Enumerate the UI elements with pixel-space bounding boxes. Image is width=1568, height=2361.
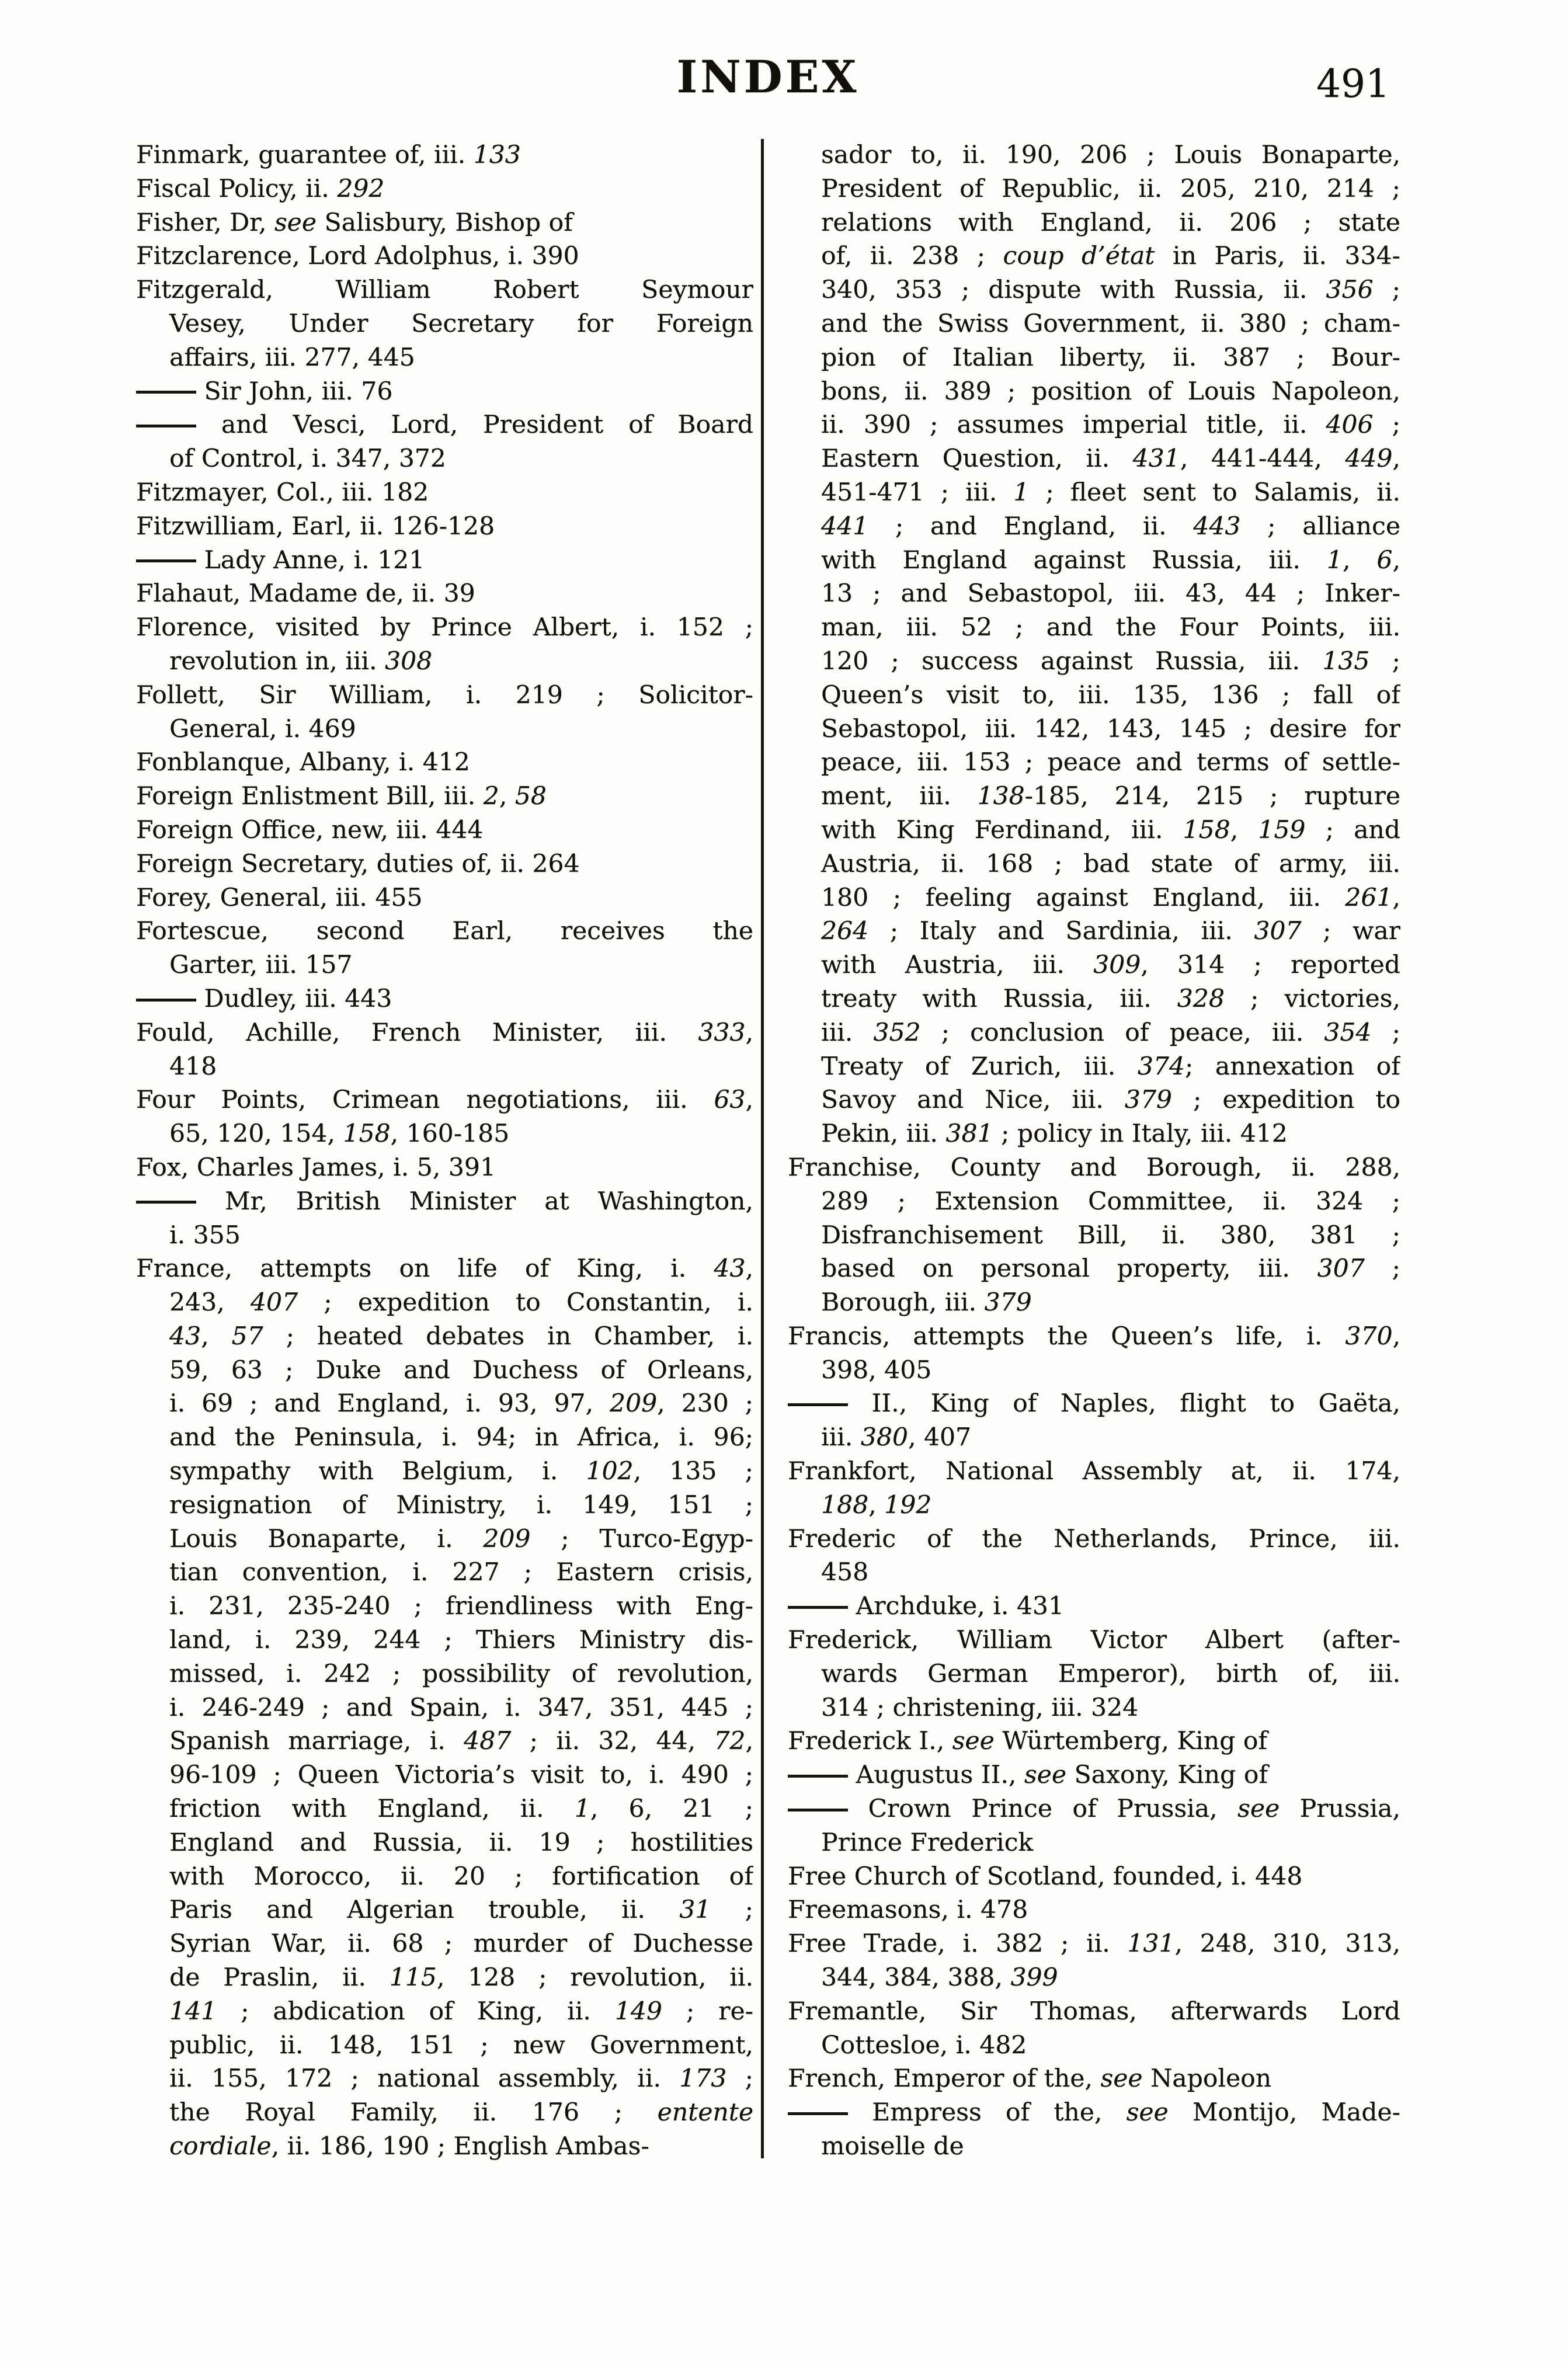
index-line: Augustus II., see Saxony, King of — [788, 1758, 1400, 1792]
index-line: France, attempts on life of King, i. 43, — [136, 1254, 753, 1284]
index-line: of, ii. 238 ; coup d’état in Paris, ii. 334- — [821, 242, 1400, 271]
index-line: Fortescue, second Earl, receives the — [136, 917, 753, 946]
index-line: Fitzclarence, Lord Adolphus, i. 390 — [136, 242, 579, 271]
index-line: Queen’s visit to, iii. 135, 136 ; fall of — [821, 680, 1400, 710]
em-dash — [136, 559, 196, 562]
index-line: Fitzwilliam, Earl, ii. 126-128 — [136, 512, 495, 541]
page-title: INDEX — [676, 51, 860, 103]
index-line: pion of Italian liberty, ii. 387 ; Bour- — [821, 343, 1400, 372]
index-line: based on personal property, iii. 307 ; — [821, 1254, 1400, 1284]
index-line: Fitzmayer, Col., iii. 182 — [136, 478, 429, 507]
index-line: 441 ; and England, ii. 443 ; alliance — [821, 512, 1400, 541]
em-dash — [136, 999, 196, 1002]
index-line: ii. 390 ; assumes imperial title, ii. 406 ; — [821, 411, 1400, 440]
index-line: Austria, ii. 168 ; bad state of army, iii. — [821, 849, 1400, 878]
index-line: ii. 155, 172 ; national assembly, ii. 173 ; — [169, 2064, 753, 2094]
index-line: Eastern Question, ii. 431, 441-444, 449, — [821, 444, 1400, 474]
index-column-right — [788, 138, 1400, 2164]
em-dash — [788, 2112, 848, 2115]
index-column-left — [136, 138, 753, 2164]
index-line: England and Russia, ii. 19 ; hostilities — [169, 1828, 753, 1857]
index-line: Sebastopol, iii. 142, 143, 145 ; desire for — [821, 714, 1400, 743]
index-line: Spanish marriage, i. 487 ; ii. 32, 44, 72, — [169, 1727, 753, 1756]
index-line: revolution in, iii. 308 — [169, 646, 433, 676]
index-line: Fisher, Dr, see Salisbury, Bishop of — [136, 208, 573, 237]
index-line: 264 ; Italy and Sardinia, iii. 307 ; war — [821, 917, 1400, 946]
index-line: Disfranchisement Bill, ii. 380, 381 ; — [821, 1221, 1400, 1250]
em-dash — [788, 1775, 848, 1778]
index-line: Savoy and Nice, iii. 379 ; expedition to — [821, 1086, 1400, 1115]
index-line: wards German Emperor), birth of, iii. — [821, 1659, 1400, 1688]
index-line: Crown Prince of Prussia, see Prussia, — [788, 1792, 1400, 1826]
index-line: bons, ii. 389 ; position of Louis Napoleon, — [821, 377, 1400, 406]
column-divider-rule — [761, 139, 764, 2158]
index-line: Foreign Enlistment Bill, iii. 2, 58 — [136, 782, 547, 811]
index-line: ment, iii. 138-185, 214, 215 ; rupture — [821, 782, 1400, 811]
index-line: Fould, Achille, French Minister, iii. 333, — [136, 1018, 753, 1047]
index-line: and Vesci, Lord, President of Board — [136, 408, 753, 442]
index-line: 96-109 ; Queen Victoria’s visit to, i. 490 ; — [169, 1761, 753, 1790]
index-line: man, iii. 52 ; and the Four Points, iii. — [821, 613, 1400, 642]
index-line: Treaty of Zurich, iii. 374; annexation of — [821, 1052, 1400, 1081]
index-line: 458 — [821, 1558, 869, 1587]
index-line: tian convention, i. 227 ; Eastern crisis, — [169, 1558, 753, 1587]
index-line: iii. 380, 407 — [821, 1423, 972, 1452]
index-line: peace, iii. 153 ; peace and terms of settle- — [821, 748, 1400, 777]
index-line: i. 246-249 ; and Spain, i. 347, 351, 445 ; — [169, 1693, 753, 1722]
index-line: public, ii. 148, 151 ; new Government, — [169, 2030, 753, 2060]
index-line: President of Republic, ii. 205, 210, 214 ; — [821, 174, 1400, 203]
index-line: Fonblanque, Albany, i. 412 — [136, 748, 470, 777]
index-line: Frankfort, National Assembly at, ii. 174, — [788, 1457, 1400, 1486]
em-dash — [136, 391, 196, 394]
index-line: Freemasons, i. 478 — [788, 1896, 1028, 1925]
em-dash — [788, 1606, 848, 1609]
index-line: Frederic of the Netherlands, Prince, iii. — [788, 1524, 1400, 1553]
index-line: Franchise, County and Borough, ii. 288, — [788, 1153, 1400, 1182]
index-line: Fox, Charles James, i. 5, 391 — [136, 1153, 496, 1182]
index-line: of Control, i. 347, 372 — [169, 444, 446, 474]
index-line: i. 355 — [169, 1221, 241, 1250]
index-line: land, i. 239, 244 ; Thiers Ministry dis- — [169, 1626, 753, 1655]
index-line: 120 ; success against Russia, iii. 135 ; — [821, 646, 1400, 676]
index-line: 314 ; christening, iii. 324 — [821, 1693, 1139, 1722]
index-line: Archduke, i. 431 — [788, 1590, 1400, 1623]
index-line: 289 ; Extension Committee, ii. 324 ; — [821, 1187, 1400, 1216]
index-line: Lady Anne, i. 121 — [136, 544, 753, 578]
index-line: affairs, iii. 277, 445 — [169, 343, 415, 372]
index-line: 451-471 ; iii. 1 ; fleet sent to Salamis, ii. — [821, 478, 1400, 507]
index-line: friction with England, ii. 1, 6, 21 ; — [169, 1795, 753, 1824]
index-line: Four Points, Crimean negotiations, iii. 63, — [136, 1086, 753, 1115]
index-line: 344, 384, 388, 399 — [821, 1963, 1058, 1993]
index-line: Forey, General, iii. 455 — [136, 883, 423, 912]
em-dash — [136, 1201, 196, 1204]
index-line: iii. 352 ; conclusion of peace, iii. 354 ; — [821, 1018, 1400, 1047]
index-line: with England against Russia, iii. 1, 6, — [821, 545, 1400, 575]
index-line: 340, 353 ; dispute with Russia, ii. 356 ; — [821, 276, 1400, 305]
index-line: French, Emperor of the, see Napoleon — [788, 2064, 1272, 2094]
index-line: treaty with Russia, iii. 328 ; victories, — [821, 984, 1400, 1013]
index-line: Empress of the, see Montijo, Made- — [788, 2096, 1400, 2130]
index-line: 418 — [169, 1052, 217, 1081]
index-line: Garter, iii. 157 — [169, 951, 353, 980]
index-line: cordiale, ii. 186, 190 ; English Ambas- — [169, 2132, 649, 2161]
index-line: Flahaut, Madame de, ii. 39 — [136, 579, 475, 608]
index-line: 243, 407 ; expedition to Constantin, i. — [169, 1288, 753, 1317]
index-line: i. 231, 235-240 ; friendliness with Eng- — [169, 1592, 753, 1621]
page-number: 491 — [1316, 61, 1390, 106]
index-line: Frederick I., see Würtemberg, King of — [788, 1727, 1268, 1756]
index-line: 180 ; feeling against England, iii. 261, — [821, 883, 1400, 912]
index-line: 398, 405 — [821, 1355, 932, 1385]
index-line: i. 69 ; and England, i. 93, 97, 209, 230 ; — [169, 1389, 753, 1418]
index-line: Prince Frederick — [821, 1828, 1034, 1857]
index-line: relations with England, ii. 206 ; state — [821, 208, 1400, 237]
index-line: 13 ; and Sebastopol, iii. 43, 44 ; Inker- — [821, 579, 1400, 608]
index-line: Fitzgerald, William Robert Seymour — [136, 276, 753, 305]
index-line: Sir John, iii. 76 — [136, 375, 753, 409]
index-line: 59, 63 ; Duke and Duchess of Orleans, — [169, 1355, 753, 1385]
index-line: Pekin, iii. 381 ; policy in Italy, iii. 412 — [821, 1119, 1288, 1149]
index-line: Mr, British Minister at Washington, — [136, 1185, 753, 1219]
index-line: the Royal Family, ii. 176 ; entente — [169, 2098, 753, 2127]
index-line: Foreign Office, new, iii. 444 — [136, 815, 484, 844]
index-line: Syrian War, ii. 68 ; murder of Duchesse — [169, 1929, 753, 1959]
index-line: Dudley, iii. 443 — [136, 982, 753, 1016]
index-line: and the Peninsula, i. 94; in Africa, i. 96; — [169, 1423, 753, 1452]
index-line: Paris and Algerian trouble, ii. 31 ; — [169, 1896, 753, 1925]
index-line: missed, i. 242 ; possibility of revolution, — [169, 1659, 753, 1688]
index-line: sador to, ii. 190, 206 ; Louis Bonaparte, — [821, 141, 1400, 169]
index-line: Free Church of Scotland, founded, i. 448 — [788, 1862, 1303, 1891]
index-line: with Morocco, ii. 20 ; fortification of — [169, 1862, 753, 1891]
index-line: Fremantle, Sir Thomas, afterwards Lord — [788, 1997, 1400, 2026]
index-line: 141 ; abdication of King, ii. 149 ; re- — [169, 1997, 753, 2026]
index-line: Florence, visited by Prince Albert, i. 152 ; — [136, 613, 753, 642]
index-line: 65, 120, 154, 158, 160-185 — [169, 1119, 510, 1149]
index-line: Cottesloe, i. 482 — [821, 2030, 1027, 2060]
index-line: with Austria, iii. 309, 314 ; reported — [821, 951, 1400, 980]
index-line: Fiscal Policy, ii. 292 — [136, 174, 385, 203]
index-line: and the Swiss Government, ii. 380 ; cham- — [821, 309, 1400, 338]
index-line: Louis Bonaparte, i. 209 ; Turco-Egyp- — [169, 1524, 753, 1553]
index-line: Follett, Sir William, i. 219 ; Solicitor- — [136, 680, 753, 710]
index-line: General, i. 469 — [169, 714, 356, 743]
index-line: Borough, iii. 379 — [821, 1288, 1032, 1317]
index-line: sympathy with Belgium, i. 102, 135 ; — [169, 1457, 753, 1486]
index-line: moiselle de — [821, 2132, 964, 2161]
index-line: II., King of Naples, flight to Gaëta, — [788, 1387, 1400, 1421]
index-line: with King Ferdinand, iii. 158, 159 ; and — [821, 815, 1400, 844]
em-dash — [788, 1403, 848, 1406]
index-line: Frederick, William Victor Albert (after- — [788, 1626, 1400, 1655]
index-line: Finmark, guarantee of, iii. 133 — [136, 141, 521, 169]
index-line: resignation of Ministry, i. 149, 151 ; — [169, 1490, 753, 1519]
index-line: 43, 57 ; heated debates in Chamber, i. — [169, 1322, 753, 1351]
index-line: Vesey, Under Secretary for Foreign — [169, 309, 753, 338]
em-dash — [788, 1809, 848, 1811]
index-line: de Praslin, ii. 115, 128 ; revolution, ii. — [169, 1963, 753, 1993]
index-line: 188, 192 — [821, 1490, 932, 1519]
index-line: Francis, attempts the Queen’s life, i. 370, — [788, 1322, 1400, 1351]
index-line: Free Trade, i. 382 ; ii. 131, 248, 310, 313, — [788, 1929, 1400, 1959]
index-line: Foreign Secretary, duties of, ii. 264 — [136, 849, 580, 878]
em-dash — [136, 425, 196, 427]
